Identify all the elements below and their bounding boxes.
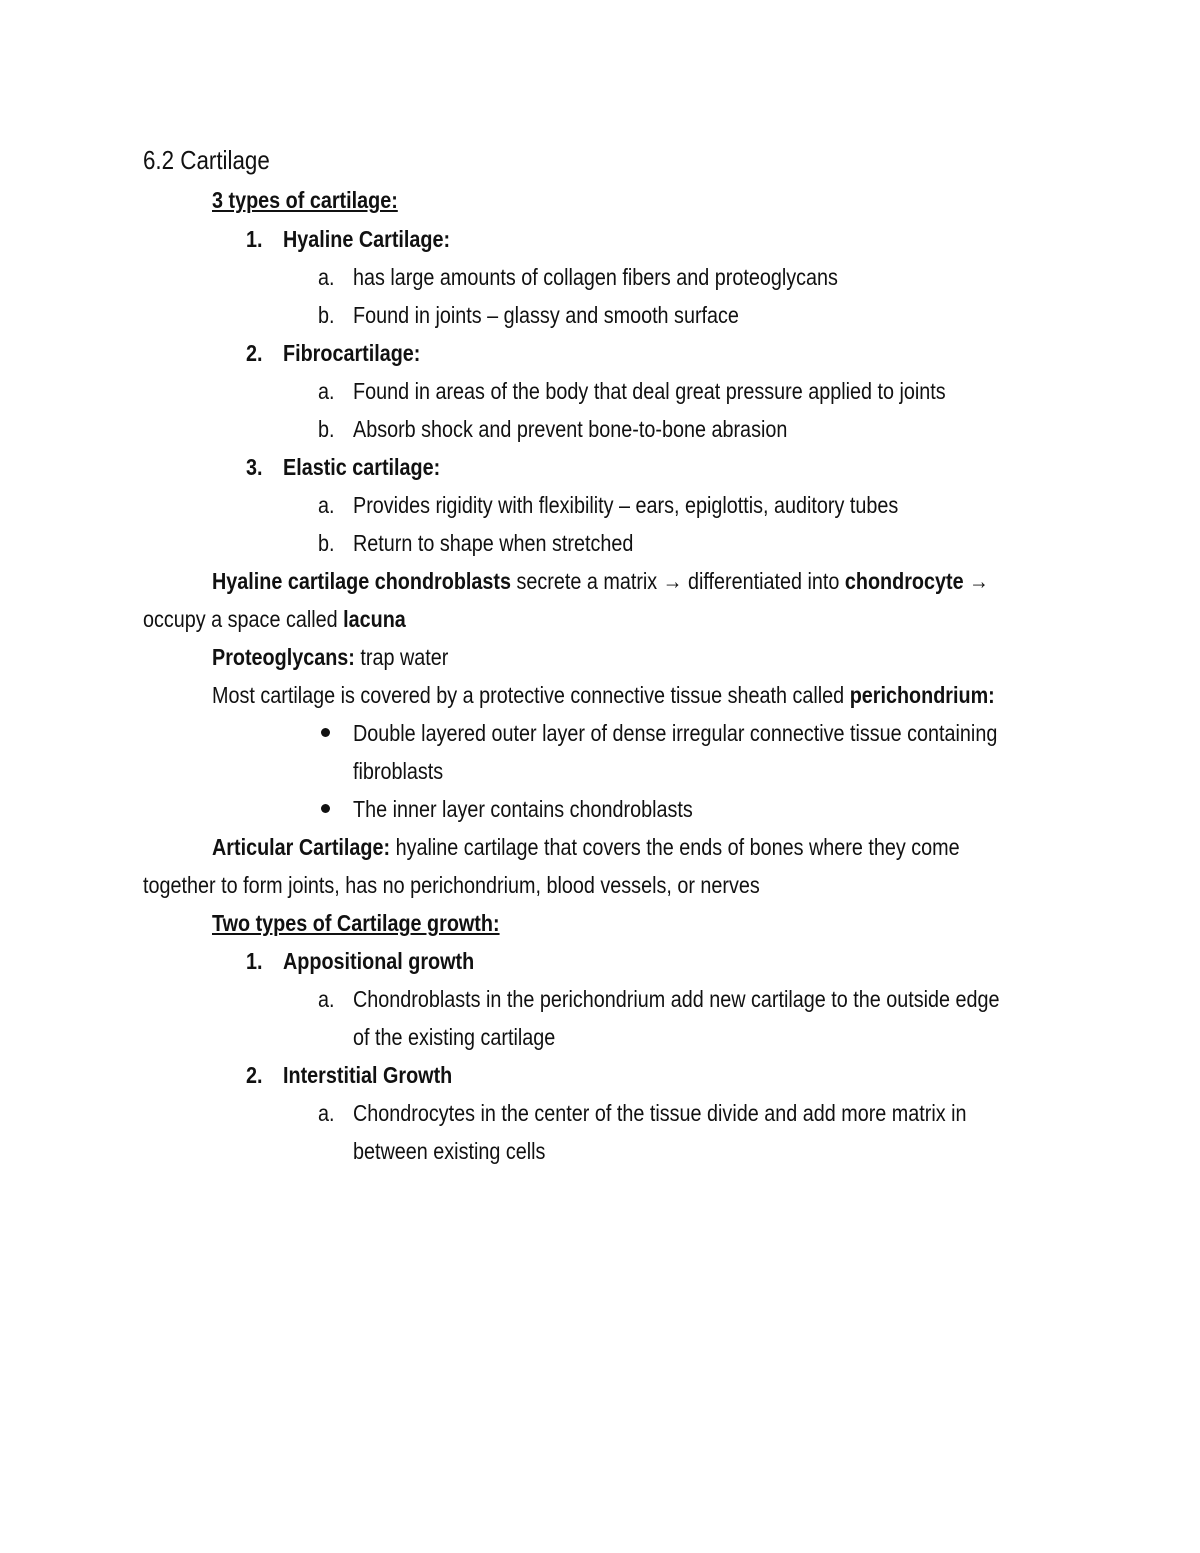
list-letter: a. xyxy=(318,492,335,518)
list-number: 2. xyxy=(246,340,263,366)
articular-line2: together to form joints, has no perichondrium, blood vessels, or nerves xyxy=(143,872,760,898)
list-letter: a. xyxy=(318,1100,335,1126)
list-letter: b. xyxy=(318,416,335,442)
list-number: 1. xyxy=(246,226,263,252)
growth-heading: Two types of Cartilage growth: xyxy=(212,910,500,936)
hyaline-paragraph-line2 xyxy=(143,605,406,633)
bullet-icon xyxy=(321,728,330,737)
bullet-icon xyxy=(321,804,330,813)
list-item: Return to shape when stretched xyxy=(353,530,634,556)
list-item: Found in joints – glassy and smooth surface xyxy=(353,302,739,328)
bold-term: Proteoglycans: xyxy=(212,644,355,670)
perichondrium-line xyxy=(212,681,995,709)
growth-name: Appositional growth xyxy=(283,948,475,974)
list-number: 1. xyxy=(246,948,263,974)
bullet-item-continuation: fibroblasts xyxy=(353,758,444,784)
list-item: Found in areas of the body that deal great pressure applied to joints xyxy=(353,378,946,404)
paragraph-text: secrete a matrix → differentiated into xyxy=(510,568,845,594)
type-name: Hyaline Cartilage: xyxy=(283,226,451,252)
list-item-continuation: between existing cells xyxy=(353,1138,546,1164)
bold-term: chondrocyte xyxy=(844,568,964,594)
bold-term: perichondrium: xyxy=(849,682,995,708)
bold-term: lacuna xyxy=(343,606,406,632)
bold-term: Hyaline cartilage chondroblasts xyxy=(212,568,511,594)
page-title: 6.2 Cartilage xyxy=(143,145,270,175)
list-number: 2. xyxy=(246,1062,263,1088)
paragraph-text: occupy a space called xyxy=(143,606,344,632)
proteoglycans-line xyxy=(212,643,448,671)
list-letter: a. xyxy=(318,378,335,404)
list-item: Absorb shock and prevent bone-to-bone abrasion xyxy=(353,416,788,442)
bullet-item: Double layered outer layer of dense irregular connective tissue containing xyxy=(353,720,998,746)
articular-line1 xyxy=(212,833,960,861)
list-number: 3. xyxy=(246,454,263,480)
hyaline-paragraph-line1 xyxy=(212,567,989,595)
list-letter: b. xyxy=(318,302,335,328)
list-letter: a. xyxy=(318,264,335,290)
list-item: Chondrocytes in the center of the tissue divide and add more matrix in xyxy=(353,1100,967,1126)
bold-term: Articular Cartilage: xyxy=(212,834,391,860)
list-item: Provides rigidity with flexibility – ears, epiglottis, auditory tubes xyxy=(353,492,899,518)
paragraph-text: trap water xyxy=(354,644,449,670)
list-item: Chondroblasts in the perichondrium add new cartilage to the outside edge xyxy=(353,986,1000,1012)
types-heading: 3 types of cartilage: xyxy=(212,187,398,213)
list-letter: a. xyxy=(318,986,335,1012)
list-letter: b. xyxy=(318,530,335,556)
growth-name: Interstitial Growth xyxy=(283,1062,453,1088)
paragraph-text: Most cartilage is covered by a protective connective tissue sheath called xyxy=(212,682,850,708)
list-item: has large amounts of collagen fibers and proteoglycans xyxy=(353,264,838,290)
paragraph-text: hyaline cartilage that covers the ends of bones where they come xyxy=(390,834,960,860)
type-name: Elastic cartilage: xyxy=(283,454,441,480)
bullet-item: The inner layer contains chondroblasts xyxy=(353,796,693,822)
list-item-continuation: of the existing cartilage xyxy=(353,1024,556,1050)
paragraph-text: → xyxy=(963,568,989,594)
type-name: Fibrocartilage: xyxy=(283,340,421,366)
